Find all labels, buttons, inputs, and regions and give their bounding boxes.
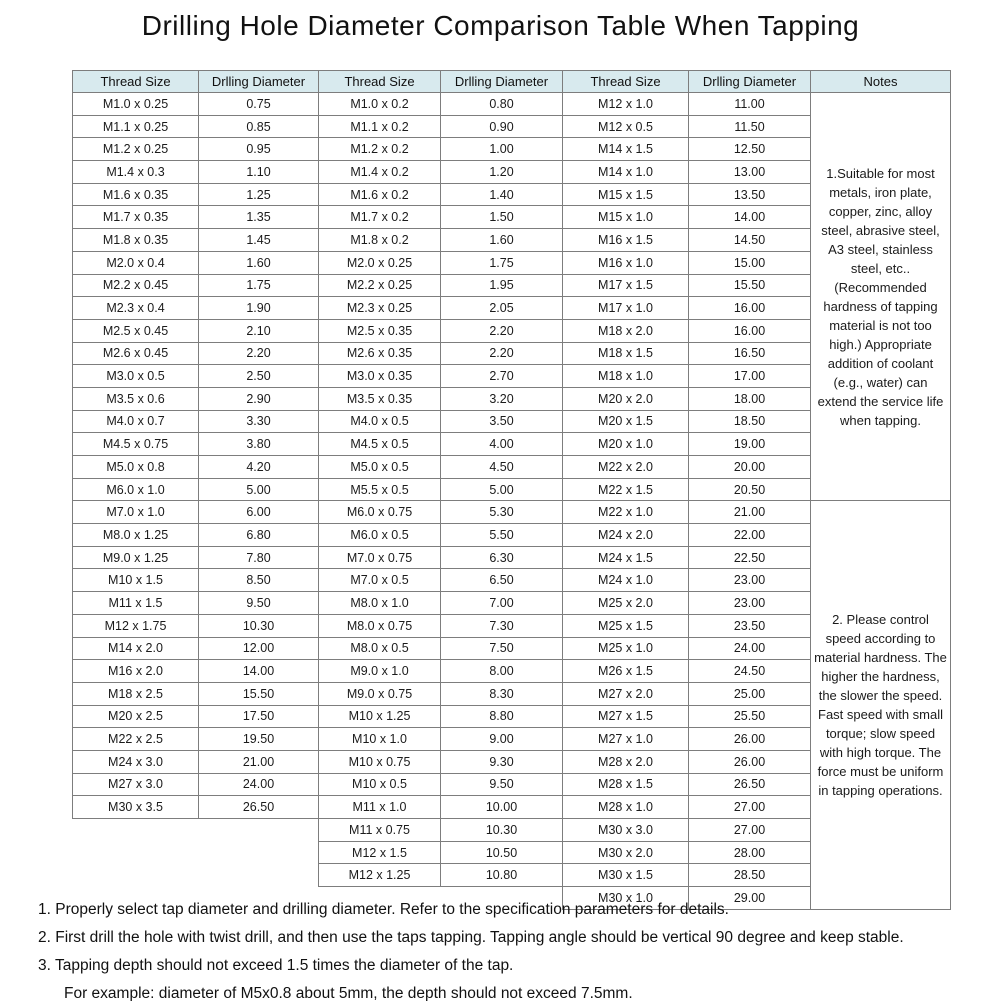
thread-size-cell: M20 x 1.5 bbox=[563, 410, 689, 433]
thread-size-cell: M1.7 x 0.35 bbox=[73, 206, 199, 229]
thread-size-cell: M16 x 1.5 bbox=[563, 229, 689, 252]
drilling-diameter-cell: 9.50 bbox=[441, 773, 563, 796]
drilling-diameter-cell: 7.50 bbox=[441, 637, 563, 660]
thread-size-cell: M1.0 x 0.25 bbox=[73, 93, 199, 116]
thread-size-cell: M20 x 2.5 bbox=[73, 705, 199, 728]
drilling-diameter-cell: 12.50 bbox=[689, 138, 811, 161]
thread-size-cell: M30 x 2.0 bbox=[563, 841, 689, 864]
drilling-diameter-cell: 11.00 bbox=[689, 93, 811, 116]
thread-size-cell: M3.0 x 0.5 bbox=[73, 365, 199, 388]
notes-cell: 2. Please control speed according to material hardness. The higher the hardness, the slower the speed. Fast speed with small torque; slow speed with high torque. The force must be uniform in tapping operations. bbox=[811, 501, 951, 909]
thread-size-cell: M3.5 x 0.35 bbox=[319, 387, 441, 410]
drilling-diameter-cell: 19.00 bbox=[689, 433, 811, 456]
thread-size-cell: M2.2 x 0.45 bbox=[73, 274, 199, 297]
thread-size-cell: M4.5 x 0.75 bbox=[73, 433, 199, 456]
thread-size-cell: M2.0 x 0.4 bbox=[73, 251, 199, 274]
thread-size-cell: M14 x 2.0 bbox=[73, 637, 199, 660]
thread-size-cell: M30 x 3.5 bbox=[73, 796, 199, 819]
table-body bbox=[73, 93, 951, 910]
drilling-comparison-table bbox=[72, 70, 951, 910]
thread-size-cell: M8.0 x 1.0 bbox=[319, 592, 441, 615]
thread-size-cell: M4.0 x 0.5 bbox=[319, 410, 441, 433]
drilling-diameter-cell: 3.20 bbox=[441, 387, 563, 410]
thread-size-cell: M22 x 1.5 bbox=[563, 478, 689, 501]
thread-size-cell: M18 x 1.5 bbox=[563, 342, 689, 365]
footnote-line: 2. First drill the hole with twist drill, and then use the taps tapping. Tapping angle should be vertical 90 degree and keep stable. bbox=[38, 929, 904, 946]
drilling-diameter-cell: 0.85 bbox=[199, 115, 319, 138]
drilling-diameter-cell: 23.00 bbox=[689, 592, 811, 615]
drilling-diameter-cell: 1.10 bbox=[199, 161, 319, 184]
thread-size-cell: M8.0 x 1.25 bbox=[73, 524, 199, 547]
drilling-diameter-cell: 26.50 bbox=[199, 796, 319, 819]
thread-size-cell: M22 x 2.5 bbox=[73, 728, 199, 751]
thread-size-cell: M11 x 1.0 bbox=[319, 796, 441, 819]
drilling-diameter-cell: 1.45 bbox=[199, 229, 319, 252]
drilling-diameter-cell: 20.00 bbox=[689, 456, 811, 479]
footnotes bbox=[38, 896, 988, 1001]
thread-size-cell: M12 x 1.25 bbox=[319, 864, 441, 887]
thread-size-cell: M2.5 x 0.35 bbox=[319, 319, 441, 342]
drilling-diameter-cell: 2.20 bbox=[441, 342, 563, 365]
footnote-line: For example: diameter of M5x0.8 about 5mm, the depth should not exceed 7.5mm. bbox=[64, 985, 633, 1001]
drilling-diameter-cell: 10.30 bbox=[199, 614, 319, 637]
thread-size-cell: M26 x 1.5 bbox=[563, 660, 689, 683]
thread-size-cell bbox=[73, 864, 199, 887]
drilling-diameter-cell: 3.80 bbox=[199, 433, 319, 456]
header-notes: Notes bbox=[811, 71, 951, 93]
drilling-diameter-cell: 0.90 bbox=[441, 115, 563, 138]
thread-size-cell: M11 x 0.75 bbox=[319, 819, 441, 842]
thread-size-cell: M10 x 0.75 bbox=[319, 750, 441, 773]
thread-size-cell: M6.0 x 0.75 bbox=[319, 501, 441, 524]
thread-size-cell: M20 x 1.0 bbox=[563, 433, 689, 456]
thread-size-cell: M7.0 x 0.5 bbox=[319, 569, 441, 592]
thread-size-cell: M16 x 1.0 bbox=[563, 251, 689, 274]
thread-size-cell: M1.1 x 0.25 bbox=[73, 115, 199, 138]
drilling-diameter-cell: 25.00 bbox=[689, 682, 811, 705]
drilling-diameter-cell: 26.00 bbox=[689, 728, 811, 751]
drilling-diameter-cell: 11.50 bbox=[689, 115, 811, 138]
drilling-diameter-cell: 1.50 bbox=[441, 206, 563, 229]
drilling-diameter-cell: 10.50 bbox=[441, 841, 563, 864]
header-thread-size-2: Thread Size bbox=[319, 71, 441, 93]
thread-size-cell: M24 x 3.0 bbox=[73, 750, 199, 773]
drilling-diameter-cell: 28.00 bbox=[689, 841, 811, 864]
drilling-diameter-cell: 16.00 bbox=[689, 297, 811, 320]
thread-size-cell: M1.6 x 0.2 bbox=[319, 183, 441, 206]
drilling-diameter-cell: 6.50 bbox=[441, 569, 563, 592]
thread-size-cell: M1.6 x 0.35 bbox=[73, 183, 199, 206]
drilling-diameter-cell: 12.00 bbox=[199, 637, 319, 660]
thread-size-cell: M4.0 x 0.7 bbox=[73, 410, 199, 433]
drilling-diameter-cell: 20.50 bbox=[689, 478, 811, 501]
thread-size-cell: M12 x 1.75 bbox=[73, 614, 199, 637]
drilling-diameter-cell: 23.50 bbox=[689, 614, 811, 637]
drilling-diameter-cell: 1.25 bbox=[199, 183, 319, 206]
header-drilling-diameter-3: Drlling Diameter bbox=[689, 71, 811, 93]
drilling-diameter-cell: 18.50 bbox=[689, 410, 811, 433]
drilling-diameter-cell: 5.50 bbox=[441, 524, 563, 547]
thread-size-cell: M4.5 x 0.5 bbox=[319, 433, 441, 456]
thread-size-cell: M9.0 x 1.0 bbox=[319, 660, 441, 683]
drilling-diameter-cell: 2.20 bbox=[199, 342, 319, 365]
thread-size-cell: M1.4 x 0.2 bbox=[319, 161, 441, 184]
thread-size-cell: M6.0 x 0.5 bbox=[319, 524, 441, 547]
drilling-diameter-cell: 5.00 bbox=[199, 478, 319, 501]
drilling-diameter-cell: 4.20 bbox=[199, 456, 319, 479]
thread-size-cell: M10 x 0.5 bbox=[319, 773, 441, 796]
footnote-line: 1. Properly select tap diameter and drilling diameter. Refer to the specification parameters for details. bbox=[38, 901, 729, 918]
drilling-diameter-cell: 24.00 bbox=[689, 637, 811, 660]
drilling-diameter-cell: 1.60 bbox=[199, 251, 319, 274]
page-title: Drilling Hole Diameter Comparison Table When Tapping bbox=[141, 10, 860, 41]
thread-size-cell: M27 x 1.0 bbox=[563, 728, 689, 751]
header-row bbox=[73, 71, 951, 93]
drilling-diameter-cell: 18.00 bbox=[689, 387, 811, 410]
drilling-diameter-cell: 7.80 bbox=[199, 546, 319, 569]
drilling-diameter-cell: 8.00 bbox=[441, 660, 563, 683]
drilling-diameter-cell: 2.50 bbox=[199, 365, 319, 388]
thread-size-cell: M9.0 x 0.75 bbox=[319, 682, 441, 705]
thread-size-cell: M22 x 2.0 bbox=[563, 456, 689, 479]
drilling-diameter-cell: 6.00 bbox=[199, 501, 319, 524]
drilling-diameter-cell: 27.00 bbox=[689, 819, 811, 842]
thread-size-cell: M1.1 x 0.2 bbox=[319, 115, 441, 138]
drilling-diameter-cell: 3.50 bbox=[441, 410, 563, 433]
thread-size-cell: M5.5 x 0.5 bbox=[319, 478, 441, 501]
thread-size-cell: M28 x 2.0 bbox=[563, 750, 689, 773]
header-drilling-diameter-1: Drlling Diameter bbox=[199, 71, 319, 93]
drilling-diameter-cell: 1.00 bbox=[441, 138, 563, 161]
thread-size-cell: M3.0 x 0.35 bbox=[319, 365, 441, 388]
drilling-diameter-cell bbox=[199, 841, 319, 864]
thread-size-cell: M1.2 x 0.25 bbox=[73, 138, 199, 161]
drilling-diameter-cell: 8.80 bbox=[441, 705, 563, 728]
thread-size-cell: M7.0 x 0.75 bbox=[319, 546, 441, 569]
thread-size-cell: M24 x 1.0 bbox=[563, 569, 689, 592]
drilling-diameter-cell: 2.90 bbox=[199, 387, 319, 410]
drilling-diameter-cell: 22.50 bbox=[689, 546, 811, 569]
drilling-diameter-cell: 24.00 bbox=[199, 773, 319, 796]
header-thread-size-1: Thread Size bbox=[73, 71, 199, 93]
thread-size-cell: M20 x 2.0 bbox=[563, 387, 689, 410]
drilling-diameter-cell: 1.95 bbox=[441, 274, 563, 297]
drilling-diameter-cell: 14.00 bbox=[689, 206, 811, 229]
thread-size-cell: M25 x 1.5 bbox=[563, 614, 689, 637]
drilling-diameter-cell: 21.00 bbox=[689, 501, 811, 524]
drilling-diameter-cell: 28.50 bbox=[689, 864, 811, 887]
thread-size-cell: M24 x 1.5 bbox=[563, 546, 689, 569]
drilling-diameter-cell: 21.00 bbox=[199, 750, 319, 773]
thread-size-cell: M2.0 x 0.25 bbox=[319, 251, 441, 274]
drilling-diameter-cell: 7.00 bbox=[441, 592, 563, 615]
thread-size-cell: M1.7 x 0.2 bbox=[319, 206, 441, 229]
drilling-diameter-cell: 0.80 bbox=[441, 93, 563, 116]
drilling-diameter-cell: 17.50 bbox=[199, 705, 319, 728]
thread-size-cell: M24 x 2.0 bbox=[563, 524, 689, 547]
thread-size-cell: M10 x 1.25 bbox=[319, 705, 441, 728]
thread-size-cell: M12 x 1.0 bbox=[563, 93, 689, 116]
thread-size-cell: M7.0 x 1.0 bbox=[73, 501, 199, 524]
thread-size-cell bbox=[73, 841, 199, 864]
drilling-diameter-cell: 14.50 bbox=[689, 229, 811, 252]
drilling-diameter-cell: 1.60 bbox=[441, 229, 563, 252]
drilling-diameter-cell: 6.30 bbox=[441, 546, 563, 569]
table-row bbox=[73, 93, 951, 116]
drilling-diameter-cell: 1.75 bbox=[199, 274, 319, 297]
thread-size-cell: M2.6 x 0.35 bbox=[319, 342, 441, 365]
drilling-diameter-cell: 19.50 bbox=[199, 728, 319, 751]
thread-size-cell: M12 x 1.5 bbox=[319, 841, 441, 864]
drilling-diameter-cell: 5.00 bbox=[441, 478, 563, 501]
drilling-diameter-cell: 0.75 bbox=[199, 93, 319, 116]
thread-size-cell: M28 x 1.0 bbox=[563, 796, 689, 819]
thread-size-cell: M30 x 1.0 bbox=[563, 887, 689, 910]
thread-size-cell bbox=[73, 819, 199, 842]
drilling-diameter-cell: 10.00 bbox=[441, 796, 563, 819]
thread-size-cell: M28 x 1.5 bbox=[563, 773, 689, 796]
drilling-diameter-cell: 9.30 bbox=[441, 750, 563, 773]
drilling-diameter-cell: 17.00 bbox=[689, 365, 811, 388]
drilling-diameter-cell: 2.10 bbox=[199, 319, 319, 342]
thread-size-cell: M5.0 x 0.8 bbox=[73, 456, 199, 479]
drilling-diameter-cell: 1.20 bbox=[441, 161, 563, 184]
drilling-diameter-cell: 9.00 bbox=[441, 728, 563, 751]
thread-size-cell: M6.0 x 1.0 bbox=[73, 478, 199, 501]
drilling-diameter-cell: 13.50 bbox=[689, 183, 811, 206]
drilling-diameter-cell: 15.50 bbox=[689, 274, 811, 297]
thread-size-cell: M2.3 x 0.25 bbox=[319, 297, 441, 320]
notes-cell: 1.Suitable for most metals, iron plate, copper, zinc, alloy steel, abrasive steel, A3 steel, stainless steel, etc..(Recommended hardness of tapping material is not too high.) Appropriate addition of coolant (e.g., water) can extend the service life when tapping. bbox=[811, 93, 951, 501]
thread-size-cell: M18 x 1.0 bbox=[563, 365, 689, 388]
drilling-diameter-cell: 22.00 bbox=[689, 524, 811, 547]
thread-size-cell: M3.5 x 0.6 bbox=[73, 387, 199, 410]
drilling-diameter-cell: 4.00 bbox=[441, 433, 563, 456]
thread-size-cell: M27 x 1.5 bbox=[563, 705, 689, 728]
thread-size-cell: M1.0 x 0.2 bbox=[319, 93, 441, 116]
thread-size-cell: M25 x 2.0 bbox=[563, 592, 689, 615]
drilling-diameter-cell: 16.00 bbox=[689, 319, 811, 342]
thread-size-cell: M14 x 1.5 bbox=[563, 138, 689, 161]
drilling-diameter-cell: 25.50 bbox=[689, 705, 811, 728]
thread-size-cell: M17 x 1.5 bbox=[563, 274, 689, 297]
drilling-diameter-cell: 16.50 bbox=[689, 342, 811, 365]
drilling-diameter-cell: 26.50 bbox=[689, 773, 811, 796]
drilling-diameter-cell: 2.70 bbox=[441, 365, 563, 388]
drilling-diameter-cell: 14.00 bbox=[199, 660, 319, 683]
thread-size-cell: M25 x 1.0 bbox=[563, 637, 689, 660]
thread-size-cell: M1.2 x 0.2 bbox=[319, 138, 441, 161]
drilling-diameter-cell: 10.30 bbox=[441, 819, 563, 842]
header-drilling-diameter-2: Drlling Diameter bbox=[441, 71, 563, 93]
thread-size-cell: M2.5 x 0.45 bbox=[73, 319, 199, 342]
thread-size-cell: M10 x 1.5 bbox=[73, 569, 199, 592]
thread-size-cell: M11 x 1.5 bbox=[73, 592, 199, 615]
comparison-table-container bbox=[72, 70, 951, 910]
drilling-diameter-cell: 13.00 bbox=[689, 161, 811, 184]
thread-size-cell: M27 x 3.0 bbox=[73, 773, 199, 796]
thread-size-cell: M14 x 1.0 bbox=[563, 161, 689, 184]
thread-size-cell: M1.4 x 0.3 bbox=[73, 161, 199, 184]
drilling-diameter-cell: 10.80 bbox=[441, 864, 563, 887]
thread-size-cell: M10 x 1.0 bbox=[319, 728, 441, 751]
table-row bbox=[73, 501, 951, 524]
thread-size-cell: M18 x 2.5 bbox=[73, 682, 199, 705]
thread-size-cell: M1.8 x 0.35 bbox=[73, 229, 199, 252]
thread-size-cell: M30 x 3.0 bbox=[563, 819, 689, 842]
thread-size-cell: M5.0 x 0.5 bbox=[319, 456, 441, 479]
drilling-diameter-cell: 8.50 bbox=[199, 569, 319, 592]
drilling-diameter-cell: 24.50 bbox=[689, 660, 811, 683]
thread-size-cell: M17 x 1.0 bbox=[563, 297, 689, 320]
thread-size-cell: M30 x 1.5 bbox=[563, 864, 689, 887]
thread-size-cell: M1.8 x 0.2 bbox=[319, 229, 441, 252]
drilling-diameter-cell: 27.00 bbox=[689, 796, 811, 819]
drilling-diameter-cell: 2.20 bbox=[441, 319, 563, 342]
thread-size-cell: M8.0 x 0.75 bbox=[319, 614, 441, 637]
thread-size-cell: M18 x 2.0 bbox=[563, 319, 689, 342]
drilling-diameter-cell: 1.90 bbox=[199, 297, 319, 320]
thread-size-cell: M16 x 2.0 bbox=[73, 660, 199, 683]
drilling-diameter-cell: 1.35 bbox=[199, 206, 319, 229]
thread-size-cell: M22 x 1.0 bbox=[563, 501, 689, 524]
drilling-diameter-cell: 26.00 bbox=[689, 750, 811, 773]
thread-size-cell: M12 x 0.5 bbox=[563, 115, 689, 138]
drilling-diameter-cell: 9.50 bbox=[199, 592, 319, 615]
drilling-diameter-cell: 15.50 bbox=[199, 682, 319, 705]
drilling-diameter-cell: 15.00 bbox=[689, 251, 811, 274]
drilling-diameter-cell: 5.30 bbox=[441, 501, 563, 524]
footnote-line: 3. Tapping depth should not exceed 1.5 times the diameter of the tap. bbox=[38, 957, 514, 974]
drilling-diameter-cell: 7.30 bbox=[441, 614, 563, 637]
drilling-diameter-cell: 6.80 bbox=[199, 524, 319, 547]
drilling-diameter-cell: 4.50 bbox=[441, 456, 563, 479]
drilling-diameter-cell: 29.00 bbox=[689, 887, 811, 910]
thread-size-cell: M8.0 x 0.5 bbox=[319, 637, 441, 660]
drilling-diameter-cell: 3.30 bbox=[199, 410, 319, 433]
thread-size-cell: M9.0 x 1.25 bbox=[73, 546, 199, 569]
drilling-diameter-cell: 8.30 bbox=[441, 682, 563, 705]
drilling-diameter-cell: 2.05 bbox=[441, 297, 563, 320]
drilling-diameter-cell bbox=[199, 864, 319, 887]
header-thread-size-3: Thread Size bbox=[563, 71, 689, 93]
thread-size-cell: M27 x 2.0 bbox=[563, 682, 689, 705]
drilling-diameter-cell: 1.40 bbox=[441, 183, 563, 206]
thread-size-cell: M2.3 x 0.4 bbox=[73, 297, 199, 320]
thread-size-cell: M15 x 1.0 bbox=[563, 206, 689, 229]
thread-size-cell: M2.6 x 0.45 bbox=[73, 342, 199, 365]
drilling-diameter-cell: 23.00 bbox=[689, 569, 811, 592]
thread-size-cell: M2.2 x 0.25 bbox=[319, 274, 441, 297]
drilling-diameter-cell: 1.75 bbox=[441, 251, 563, 274]
drilling-diameter-cell bbox=[199, 819, 319, 842]
thread-size-cell: M15 x 1.5 bbox=[563, 183, 689, 206]
drilling-diameter-cell: 0.95 bbox=[199, 138, 319, 161]
